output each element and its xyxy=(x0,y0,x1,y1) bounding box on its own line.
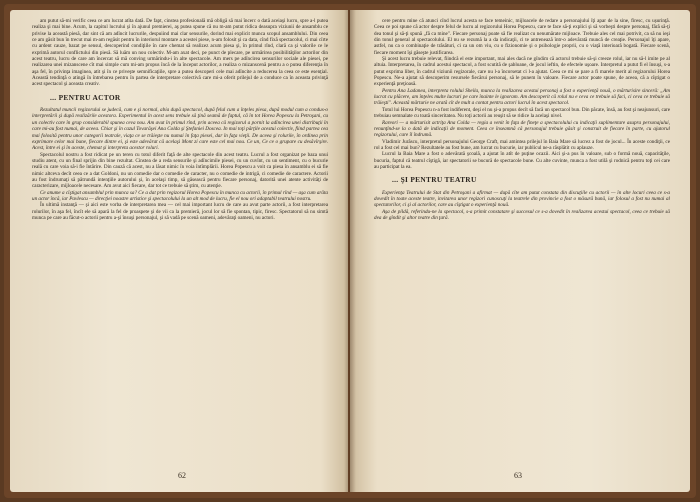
paragraph: În ultimă instanţă — şi aici este vorba de interpretarea mea — cel mai important lucru de care au avut parte actorii, a fost interpretarea rolurilor, în aşa fel, încît ele să apară la fel de proaspete şi de vii ca la premieră, jocul lor să fie spontan, tipic, firesc. Spectatorul să nu simtă munca pe care au făcut-o actorii pentru a-şi însuşi personajul, şi să vadă pe scenă oameni, adevăraţi oameni, nu actori. xyxy=(32,202,328,221)
paragraph: Rareori — a mărturisit actriţa Ana Colda — regia a venit în faţa de fineţe a spectacolului cu indicaţii suplimentare asupra personajului, renunţînd-se la o dată de indicaţii de moment. Ceea ce înseamnă că personajul trebuie găsit şi construit de fiecare în parte, cu ajutorul regizorului, care îl îndrumă. xyxy=(374,119,670,139)
page-number-right: 63 xyxy=(514,471,522,480)
paragraph: Ce anume a cîştigat ansamblul prin munca sa? Ce a dat prin regizorul Horea Popescu în munca cu actorii, în primul rînd — aşa cum arăta un actor încă, iar Pavlescu — direcţiei noastre artistice şi spectacolului la un alt mod de lucru, fie el nou ori adaptabil teatrului nostru. xyxy=(32,189,328,202)
section-heading-actor: ... PENTRU ACTOR xyxy=(50,92,121,102)
open-book xyxy=(4,4,696,498)
left-page-text xyxy=(32,18,328,462)
right-page-text xyxy=(374,18,670,462)
paragraph: Totul lui Horea Popescu n-a fost indiferent, deşi el nu şi-a propus decît să facă un spectacol bun. Din păcate, însă, au fost şi neajunsuri, care trebuiau semnalate cu toată sinceritatea. Nu toţi actorii au reuşit să se ridice la acelaşi nivel. xyxy=(374,106,670,120)
paragraph: Spectacolul nostru a fost ridicat pe un teren cu totul diferit faţă de alte spectacole din acest teatru. Lucrul a fost organizat pe baza unui studiu atent, cu un final sprijin din bine rezultat. Cinstea de a reda sensurile şi adîncimile piesei, cu un cuvînt, cu un sentiment, cu o bucurie reală cu care voia să-i fie întărire. Din cauză că acest, nu a lăsat nimic în voia întîmplării. Horea Popescu a voit ca piesa în ansamblu ei să fie nimic altceva decît ceea ce a dat Goldoni, nu un comedie dar o comedie de caracter, nu o comedie de intrigă, ci comedie de caractere. Actorii au fost îndrumaţi să pătrundă intenţiile autorului şi, în acelaşi timp, să găsească pentru fiecare personaj, datorită unei atente activităţi de caracterizare, mijloacele necesare. Am avut aici fiecare, dar tot ce trebuie să ştim, cu atenţie. xyxy=(32,151,328,190)
paragraph: Pentru Ana Ladanea, interpreta rolului Sheila, munca la realizarea acestui personaj a fost o experienţă nouă, o mărturisire sinceră: „Am lucrat cu plăcere, am înţeles multe lucruri pe care înainte le ignoram. Am descoperit că rolul nu e ceva ce trebuie să faci, ci ceva ce trebuie să trăieşti". Această mărturie ne arată cît de mult a contat pentru actori lucrul în acest spectacol. xyxy=(374,87,670,107)
paragraph: Şi acest lucru trebuie relevat, fiindcă el este important, mai ales dacă ne gîndim că actorul trebuie să-şi creeze rolul, iar nu să-l imite pe al altuia. Interpretarea, în cadrul acestui spectacol, a fost scutită de şabloane, de jocul ieftin, de efectele uşoare. Interpretul a putut fi el însuşi, s-a putut exprima liber, în cadrul viziunii regizorale, care nu l-a încorsetat ci l-a ajutat. Ceea ce mi se pare a fi marele merit al regizorului Horea Popescu. Ne-a ajutat să descoperim resursele fiecărui personaj, să le punem în valoare. Fiecare actor poate spune, de aceea, că a cîştigat o experienţă preţioasă. xyxy=(374,56,670,88)
paragraph: Lucrul la Baia Mare a fost o adevărată şcoală, a ajutat în atît de puţine ocazii. Aici şi-a pus în valoare, sub o formă nouă, capacităţile, bucuria, faptul că teatrul cîştigă, iar spectatorii se bucură de spectacole bune. Cu alte cuvinte, munca a fost utilă şi rodnică pentru toţi cei care au participat la ea. xyxy=(374,151,670,170)
paragraph: cere pentru mine că atunci cînd lucrul acesta se face temeinic, mijloacele de redare a personajului îţi apar de la sine, firesc, cu ușurinţă. Ceea ce poi spune că actor despre felul de lucru al regizorului Horea Popescu, care te face să-ţi explici şi să vorbeşti despre personaj, fără să-ţi dea tonul şi să-ţi spună „fă ca mine". Fiecare personaj poate să fie realizat cu nenumărate mijloace. Trebuie ales cel mai potrivit, ca să nu ieşi din tonul general al spectacolului. El nu se rezumă la a da indicaţii, ci te antrenează într-o adevărată muncă de creaţie. Personajul îţi apare, astfel, nu ca o combinaţie de trăsături, ci ca un om viu, cu o fizionomie şi o psihologie proprii, cu o viaţă interioară bogată. Fiecare scenă, fiecare moment îşi găseşte justificarea. xyxy=(374,18,670,56)
paragraph: am putut să-mi verific ceea ce am lucrat atîta dată. De fapt, cinstea profesională mă obligă să mai încerc o dată aceiaşi lucru, spre a-l putea realiza şi mai bine. Acum, la capitul lucrului şi în ajunul premierei, aş putea spune că nu m-am putut ridica deasupra viziunii de ansamblu ce privise la această piesă, dar sint că am adîncit lucrurile, despuiind mai clar sensurile, dorind mai explicit munca scopul ansamblului. Din ceea ce am găsit bun în trecut mai m-am regăsit pentru în interiorul montare a acestei piese, n-am folosit şi ca data, cînd fixă spectacolul, ci mai cîrte cu ardent cauze, bazat pe sensul, descoperind condiţiile în care chemat să realizez acum piesa şi, în primul rînd, clară ca şi valorile ce le exprimă autorul conflictului din piesă. Să luăm un nou colectiv. M-am axat deci, pe punct de plecare, pe urmărirea posibilităţilor actorilor din acest teatru, lucru de care am încercat să mă conving urmărindu-i în alte spectacole. Am mers pe adîncirea sensurilor sociale ale piesei, pe realizarea unei mizanscene cît mai simple cum mi-am propus încă de la început actorilor, a realiza o mizanscenă pentru a o putea diferenţia în aşa fel, în privinţa imaginea, atit şi în ce priveşte semnificaţiile, spre a putea descoperi cele mai adîncite a reducerea la ceea ce este esenţial. Această tendinţă o atingă în întrebarea pentru în partea de interpretare colectivă care mi-a oferit prilejul de a conduce ca în aceasta privinţă acest spectacol şi aceasta creativ. xyxy=(32,18,328,88)
paragraph: Vladimir Jurăscu, interpretul personajului George Craft, mai amintea prilejul în Baia Mare să lucrez a fost de jocul... În aceste condiţii, ce rol a fost cel mai bun? Rezultatele au fost bune, am lucrat cu bucurie, iar publicul ne-a răsplătit cu aplauze. xyxy=(374,138,670,151)
paragraph: Aşa de pildă, referindu-ne la spectacol, s-a primit constatare şi succesul ce s-a dovedit în realizarea acestui spectacol, ceea ce trebuie să dea de gîndit şi altor teatre din ţară. xyxy=(374,208,670,221)
paragraph: Rezultatul muncii regizorului se judecă, cum e şi normal, abia după spectacol, după felul cum a înţeles piesa, după modul cum a condus-o interpretării şi după realizările acestora. Experimentul în acest sens trebuie să ţină seamă de faptul, că în tot Horea Popescu la Petroşani, cu un colectiv care în grup considerabil spunea ceva nou. Am avut în primul rînd, prin aceea că regizorul a pornit la adîncirea unei distribuţii în care mi-au fost numai, de aceea. Chiar şi în cazul Tovarăşei Ana Colda şi Ştefaniei Doscea. In mai toţi părţile acestui colectiv, fiind partea cea mai folosită pentru unor categorii teatrale, viaţa ce se trăieşte nu numai în faţa piesei, dar în faţa vieţii. De aceea şi rolurile, în ordinea prin exprimare celor mai bune, fiecare dintre ei, şi este adevărat că acelaşi Mont zi care este cel mai nou. Ce un, Ce ce o grupare cu desăvîrşire. Acest, între ei şi în aceste, chemat şi interpreta acestor roluri. xyxy=(32,107,328,152)
right-page xyxy=(350,10,690,492)
page-number-left: 62 xyxy=(178,471,186,480)
left-page xyxy=(10,10,348,492)
section-heading-theatre: ... ŞI PENTRU TEATRU xyxy=(392,175,477,185)
paragraph: Experienţa Teatrului de Stat din Petroşani a afirmat — după cîte am putut constata din discuţiile cu actorii — în alte locuri ceea ce s-a dovedit în toate aceste teatre, invitarea unor regizori cunoscuţi la teatrele din provincie a fost o măsură bună, iar folosul a fost nu numai al spectatorilor, ci şi al actorilor, care au cîştigat o experienţă nouă. xyxy=(374,189,670,209)
book-gutter xyxy=(344,10,356,492)
